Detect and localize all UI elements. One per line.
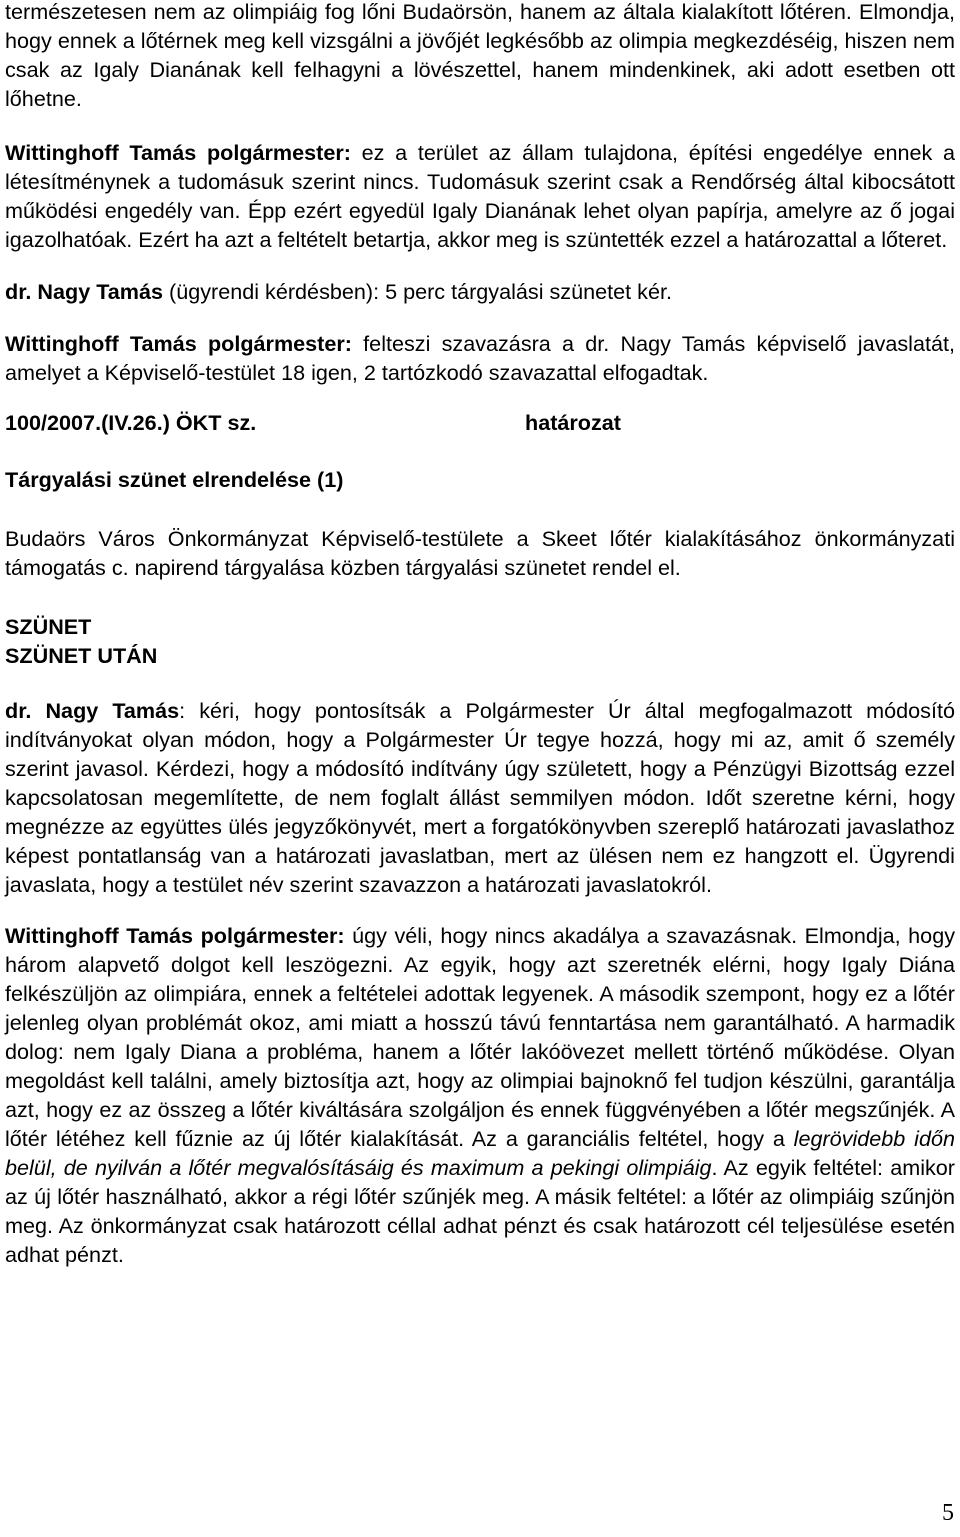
paragraph-text: ez a terület az állam tulajdona, építési engedélye ennek a létesítménynek a tudomásuk szerint nincs. Tudomásuk szerint csak a Rendőrség által kibocsátott működési engedély van. Épp ezért egyedül Igaly Dianának lehet olyan papírja, amelyre az ő jogai igazolhatóak. Ezért ha azt a feltételt betartja, akkor meg is szüntették ezzel a határozattal a lőteret. bbox=[5, 140, 955, 252]
speaker-name: dr. Nagy Tamás bbox=[5, 279, 164, 304]
decision-label: határozat bbox=[525, 410, 621, 435]
paragraph bbox=[5, 921, 955, 1269]
speaker-name: Wittinghoff Tamás polgármester: bbox=[5, 331, 352, 356]
speaker-name: Wittinghoff Tamás polgármester: bbox=[5, 923, 345, 948]
paragraph bbox=[5, 0, 955, 113]
paragraph bbox=[5, 329, 955, 387]
decision-header bbox=[5, 408, 955, 437]
paragraph-text: . Az egyik feltétel: amikor az új lőtér használható, akkor a régi lőtér szűnjék meg. A másik feltétel: a lőtér az olimpiáig szűnjön meg. Az önkormányzat csak határozott céllal adhat pénzt és csak határozott cél teljesülése esetén adhat pénzt. bbox=[5, 1155, 955, 1267]
paragraph-text: felteszi szavazásra a dr. Nagy Tamás képviselő javaslatát, amelyet a Képviselő-testület 18 igen, 2 tartózkodó szavazattal elfogadtak. bbox=[5, 331, 955, 385]
paragraph bbox=[5, 277, 955, 306]
speaker-name: dr. Nagy Tamás bbox=[5, 698, 180, 723]
paragraph-text: : kéri, hogy pontosítsák a Polgármester Úr által megfogalmazott módosító indítványokat olyan módon, hogy a Polgármester Úr tegye hozzá, hogy mi az, amit ő személy szerint javasol. Kérdezi, hogy a módosító indítvány úgy született, hogy a Pénzügyi Bizottság ezzel kapcsolatosan megemlítette, de nem foglalt állást semmilyen módon. Időt szeretne kérni, hogy megnézze az együttes ülés jegyzőkönyvét, mert a forgatókönyvben szereplő határozati javaslathoz képest pontatlanság van a határozati javaslatban, mert az ülésen nem ez hangzott el. Ügyrendi javaslata, hogy a testület név szerint szavazzon a határozati javaslatokról. bbox=[5, 698, 955, 897]
paragraph bbox=[5, 696, 955, 899]
decision-title: Tárgyalási szünet elrendelése (1) bbox=[5, 467, 344, 492]
paragraph-text: úgy véli, hogy nincs akadálya a szavazásnak. Elmondja, hogy három alapvető dolgot kell leszögezni. Az egyik, hogy azt szeretnék elérni, hogy Igaly Diána felkészüljön az olimpiára, ennek a feltételei adottak legyenek. A második szempont, hogy ez a lőtér jelenleg olyan problémát okoz, ami miatt a hosszú távú fenntartása nem garantálható. A harmadik dolog: nem Igaly Diana a probléma, hanem a lőtér lakóövezet mellett történő működése. Olyan megoldást kell találni, amely biztosítja azt, hogy az olimpiai bajnoknő fel tudjon készülni, garantálja azt, hogy ez az összeg a lőtér kiváltására szolgáljon és ennek függvényében a lőtér megszűnjék. A lőtér létéhez kell fűznie az új lőtér kialakítását. Az a garanciális feltétel, hogy a bbox=[5, 923, 955, 1151]
emphasis-text: legrövidebb időn belül, de nyilván a lőtér megvalósításáig és maximum a pekingi olimpiáig bbox=[5, 1126, 955, 1180]
paragraph-text: természetesen nem az olimpiáig fog lőni Budaörsön, hanem az általa kialakított lőtéren. Elmondja, hogy ennek a lőtérnek meg kell vizsgálni a jövőjét legkésőbb az olimpia megkezdéséig, hiszen nem csak az Igaly Dianának kell felhagyni a lövészettel, hanem mindenkinek, aki adott esetben ott lőhetne. bbox=[5, 0, 955, 111]
document-page bbox=[5, 0, 955, 1269]
paragraph bbox=[5, 138, 955, 254]
break-line: SZÜNET UTÁN bbox=[5, 643, 158, 668]
decision-text: Budaörs Város Önkormányzat Képviselő-testülete a Skeet lőtér kialakításához önkormányzati támogatás c. napirend tárgyalása közben tárgyalási szünetet rendel el. bbox=[5, 526, 955, 580]
break-line: SZÜNET bbox=[5, 614, 92, 639]
page-number: 5 bbox=[942, 1500, 954, 1526]
paragraph-text: (ügyrendi kérdésben): 5 perc tárgyalási szünetet kér. bbox=[163, 279, 672, 304]
decision-number: 100/2007.(IV.26.) ÖKT sz. bbox=[5, 410, 257, 435]
speaker-name: Wittinghoff Tamás polgármester: bbox=[5, 140, 351, 165]
